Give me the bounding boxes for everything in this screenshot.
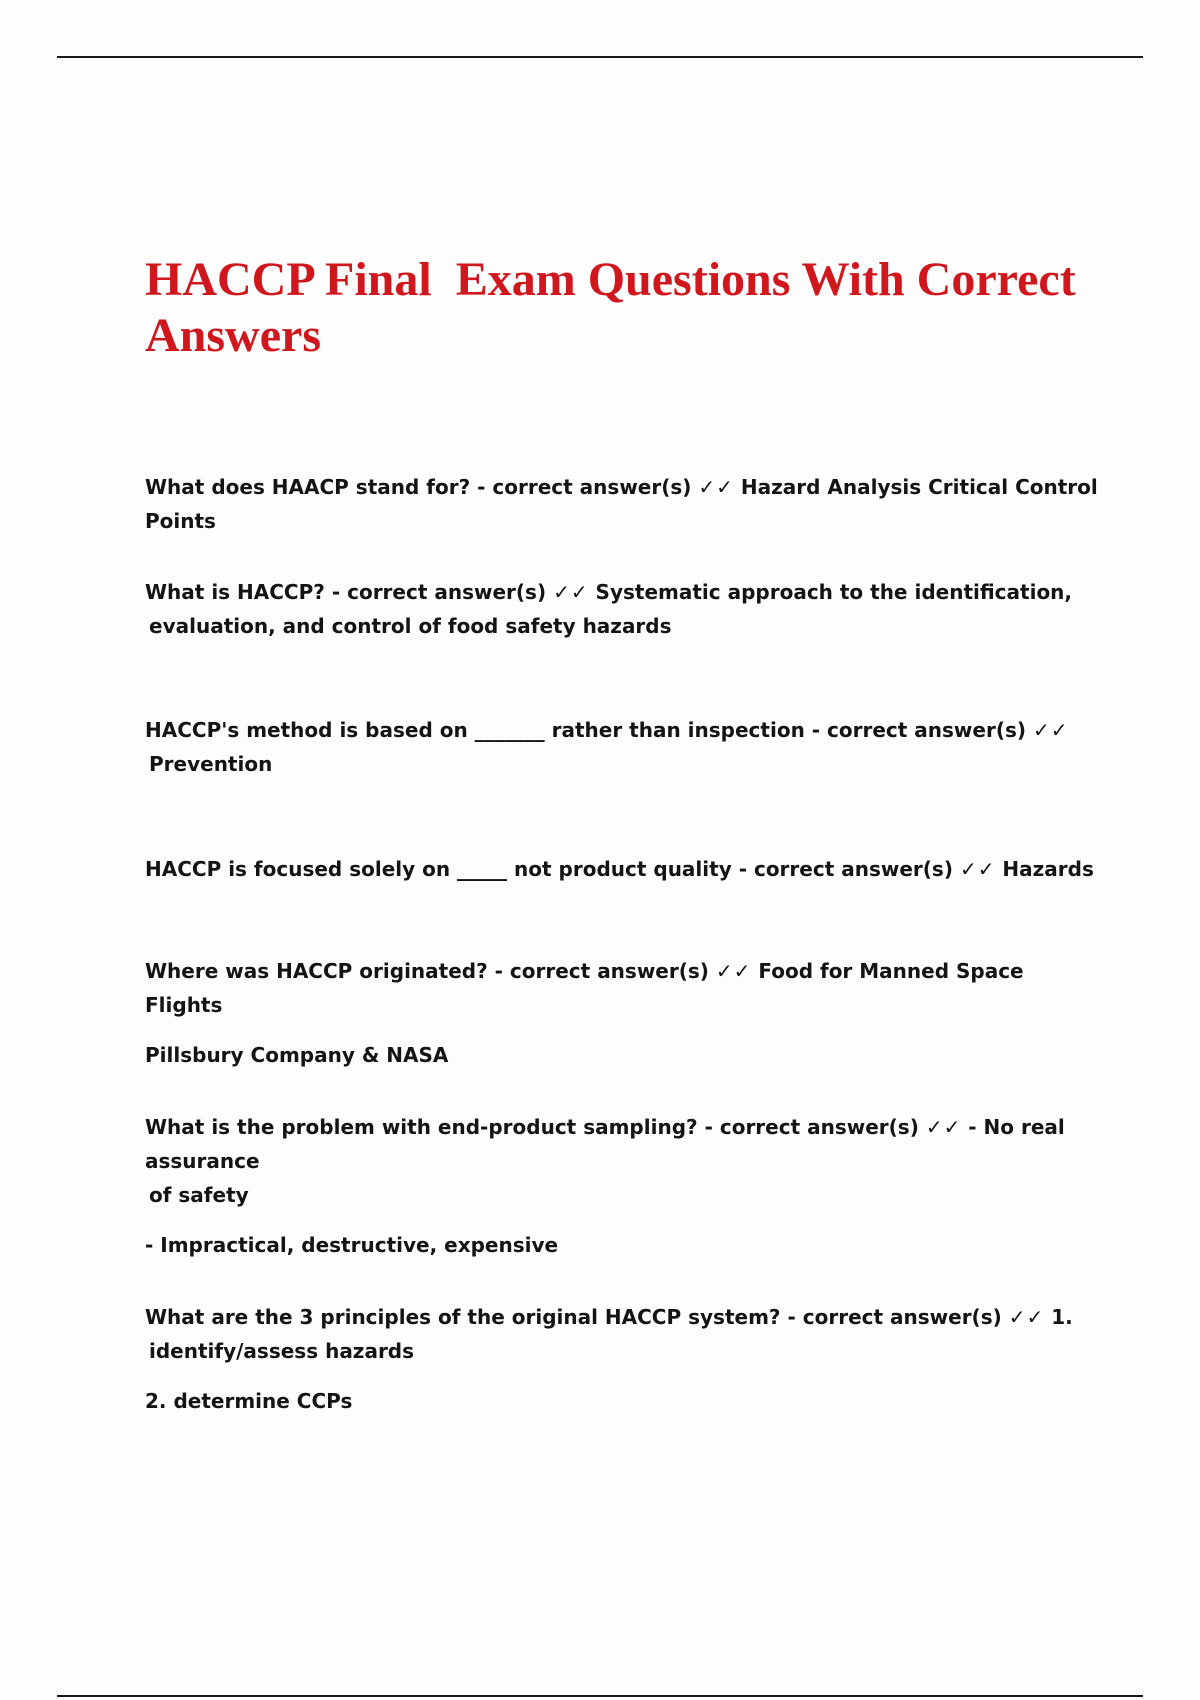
checkmark-icon: ✓✓ <box>698 475 734 499</box>
question-text: Where was HACCP originated? - correct answer(s) <box>145 959 709 983</box>
question-text: What does HAACP stand for? - correct answer(s) <box>145 475 692 499</box>
answer-continuation: Prevention <box>149 752 273 776</box>
qa-line <box>145 713 1100 747</box>
checkmark-icon: ✓✓ <box>553 580 589 604</box>
question-text: What is the problem with end-product sampling? - correct answer(s) <box>145 1115 919 1139</box>
qa-line <box>145 852 1100 886</box>
question-text: HACCP's method is based on _______ rather than inspection - correct answer(s) <box>145 718 1027 742</box>
bottom-rule <box>57 1695 1143 1697</box>
qa-line <box>145 575 1100 609</box>
answer-text: Food for Manned Space Flights <box>145 959 1024 1017</box>
qa-line <box>145 1300 1100 1334</box>
answer-extra-line: Pillsbury Company & NASA <box>145 1043 449 1067</box>
qa-item-3 <box>145 713 1100 781</box>
answer-extra-line: 2. determine CCPs <box>145 1389 353 1413</box>
qa-line <box>145 1110 1100 1178</box>
answer-continuation: evaluation, and control of food safety hazards <box>149 614 672 638</box>
qa-line <box>145 470 1100 538</box>
question-text: What is HACCP? - correct answer(s) <box>145 580 547 604</box>
document-title: HACCP Final Exam Questions With Correct Answers <box>145 253 1086 362</box>
qa-item-2 <box>145 575 1100 643</box>
qa-item-7 <box>145 1300 1100 1418</box>
qa-item-1 <box>145 470 1100 538</box>
answer-text: Systematic approach to the identification, <box>595 580 1073 604</box>
qa-item-6 <box>145 1110 1100 1262</box>
answer-continuation: identify/assess hazards <box>149 1339 415 1363</box>
checkmark-icon: ✓✓ <box>1008 1305 1045 1329</box>
checkmark-icon: ✓✓ <box>925 1115 962 1139</box>
checkmark-icon: ✓✓ <box>715 959 752 983</box>
top-rule <box>57 56 1143 58</box>
question-text: What are the 3 principles of the original HACCP system? - correct answer(s) <box>145 1305 1002 1329</box>
answer-continuation: of safety <box>149 1183 249 1207</box>
answer-text: Hazards <box>1002 857 1094 881</box>
answer-text: Hazard Analysis Critical Control Points <box>145 475 1098 533</box>
question-text: HACCP is focused solely on _____ not product quality - correct answer(s) <box>145 857 953 881</box>
checkmark-icon: ✓✓ <box>959 857 996 881</box>
qa-item-5 <box>145 954 1100 1072</box>
checkmark-icon: ✓✓ <box>1033 718 1069 742</box>
answer-text: - No real assurance <box>145 1115 1065 1173</box>
qa-line <box>145 954 1100 1022</box>
answer-extra-line: - Impractical, destructive, expensive <box>145 1233 559 1257</box>
qa-item-4 <box>145 852 1100 886</box>
answer-text: 1. <box>1051 1305 1073 1329</box>
